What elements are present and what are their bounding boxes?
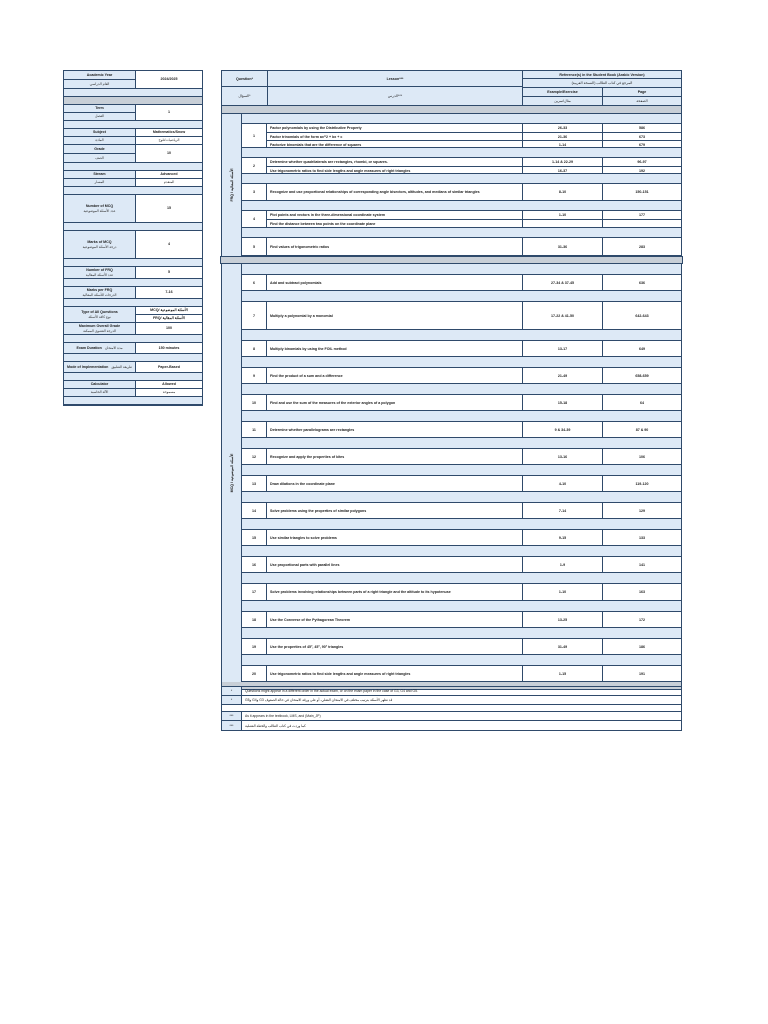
example-ref: 31-49 bbox=[523, 639, 603, 654]
example-ref: 1-10 bbox=[523, 211, 603, 219]
question-row bbox=[242, 476, 681, 492]
example-ref: 1-15 bbox=[523, 666, 603, 681]
example-ref bbox=[523, 220, 603, 227]
question-row bbox=[242, 341, 681, 357]
section-sidebar bbox=[222, 264, 242, 682]
example-ref: 31-36 bbox=[523, 238, 603, 255]
lesson-line bbox=[267, 238, 681, 255]
reference-header-ar: المرجع في كتاب الطالب (النسخة العربية) bbox=[523, 79, 681, 88]
calculator-label-ar: الآلة الحاسبة bbox=[90, 390, 109, 395]
page-ref: 642-643 bbox=[635, 313, 649, 318]
spacer bbox=[64, 299, 202, 307]
band bbox=[221, 106, 682, 114]
page-ref: 163 bbox=[639, 590, 645, 594]
row-spacer bbox=[242, 655, 681, 666]
question-row bbox=[242, 639, 681, 655]
lesson-line bbox=[267, 184, 681, 200]
table-header bbox=[221, 70, 682, 106]
example-header-ar: مثال/تمرين bbox=[523, 97, 603, 105]
subject-value: Mathematics/Snow bbox=[152, 130, 186, 135]
question-row bbox=[242, 238, 681, 256]
spacer bbox=[64, 163, 202, 171]
grade-label-ar: الصف bbox=[95, 155, 104, 160]
lesson-line bbox=[267, 166, 681, 174]
band bbox=[220, 256, 683, 264]
section-label: MCQ / الأسئلة الموضوعية bbox=[229, 453, 234, 493]
note-mark: *** bbox=[222, 712, 242, 720]
subject-label-ar: المادة bbox=[95, 138, 104, 143]
lesson-line bbox=[267, 530, 681, 545]
row-spacer bbox=[242, 465, 681, 476]
example-ref: 1-14 bbox=[523, 141, 603, 148]
question-row bbox=[242, 449, 681, 465]
row-spacer bbox=[242, 114, 681, 124]
question-number: 17 bbox=[242, 584, 267, 600]
question-row bbox=[242, 666, 681, 682]
grade-value: 10 bbox=[167, 151, 171, 156]
note-text-en: As it appears in the textbook, LMS, and (Main_JP) bbox=[245, 714, 321, 718]
lesson-text: Use proportional parts with parallel lines bbox=[267, 557, 523, 572]
spacer bbox=[64, 335, 202, 343]
note-mark: * bbox=[222, 687, 242, 695]
question-row bbox=[242, 584, 681, 601]
marks-mcq-value: 4 bbox=[168, 242, 170, 247]
academic-year-label-ar: العام الدراسي bbox=[89, 81, 110, 86]
num-frq-value: 5 bbox=[168, 270, 170, 275]
max-grade-label-ar: الدرجة القصوى الممكنة bbox=[83, 328, 116, 333]
lesson-text: Add and subtract polynomials bbox=[267, 275, 523, 290]
question-number: 11 bbox=[242, 422, 267, 437]
example-ref: 8-10 bbox=[523, 184, 603, 200]
calculator-value: Allowed bbox=[162, 382, 176, 387]
marks-frq-label: Marks per FRQ bbox=[86, 288, 113, 293]
page-ref: 673 bbox=[639, 134, 645, 139]
row-spacer bbox=[242, 573, 681, 584]
row-spacer bbox=[242, 628, 681, 639]
lesson-line bbox=[267, 275, 681, 290]
example-ref: 4-10 bbox=[523, 476, 603, 491]
lesson-text: Use the Converse of the Pythagorean Theorem bbox=[267, 612, 523, 627]
exam-duration-label-ar: مدة الامتحان bbox=[104, 345, 123, 350]
section-sidebar bbox=[222, 114, 242, 256]
question-header: Question* bbox=[222, 71, 267, 87]
sections bbox=[221, 114, 682, 682]
info-row-term bbox=[64, 105, 202, 121]
mode-label: Mode of Implementation bbox=[67, 364, 109, 369]
lesson-line bbox=[267, 557, 681, 572]
page-ref: 186 bbox=[639, 644, 645, 649]
row-spacer bbox=[242, 264, 681, 275]
spacer bbox=[64, 354, 202, 362]
row-spacer bbox=[242, 174, 681, 184]
lesson-line bbox=[267, 449, 681, 464]
note-text-ar: كما وردت في كتاب الطالب والخطة الفصلية bbox=[245, 723, 306, 728]
lesson-line bbox=[267, 666, 681, 681]
note-text-en: Questions might appear in a different order in the actual exam, or on the exam paper in the case of G3, G4 and G5. bbox=[245, 689, 418, 693]
page-ref: 106 bbox=[639, 454, 645, 459]
question-number: 2 bbox=[242, 158, 267, 173]
lesson-line bbox=[267, 612, 681, 627]
note-row bbox=[222, 712, 681, 721]
question-number: 18 bbox=[242, 612, 267, 627]
info-row-grade bbox=[64, 145, 202, 163]
lesson-line bbox=[267, 302, 681, 329]
question-number: 4 bbox=[242, 211, 267, 227]
max-grade-label: Maximum Overall Grade bbox=[78, 324, 121, 329]
question-row bbox=[242, 530, 681, 546]
num-mcq-label: Number of MCQ bbox=[85, 204, 114, 209]
row-spacer bbox=[242, 291, 681, 302]
lesson-text: Use trigonometric ratios to find side lengths and angle measures of right triangles bbox=[267, 167, 523, 174]
question-number: 5 bbox=[242, 238, 267, 255]
lesson-header: Lesson*** bbox=[268, 71, 522, 87]
page-ref: 129 bbox=[639, 508, 645, 513]
row-spacer bbox=[242, 519, 681, 530]
spacer bbox=[64, 373, 202, 381]
num-mcq-label-ar: عدد الأسئلة الموضوعية bbox=[83, 208, 116, 213]
question-section bbox=[221, 114, 682, 256]
question-row bbox=[242, 557, 681, 573]
grade-label: Grade bbox=[94, 146, 105, 151]
mode-value: Paper-Based bbox=[158, 364, 180, 369]
academic-year-value: 2024/2025 bbox=[160, 77, 178, 82]
note-mark: *** bbox=[222, 721, 242, 730]
exam-info-table bbox=[63, 70, 203, 406]
example-ref: 27-34 & 37-45 bbox=[523, 275, 603, 290]
type-questions-value-mcq: MCQ/ الأسئلة الموضوعية bbox=[150, 308, 188, 313]
page-ref: 636 bbox=[639, 280, 645, 285]
info-row-marks-mcq bbox=[64, 231, 202, 259]
lesson-line bbox=[267, 368, 681, 383]
lesson-line bbox=[267, 422, 681, 437]
info-row-mode bbox=[64, 362, 202, 373]
question-row bbox=[242, 395, 681, 411]
example-ref: 13-17 bbox=[523, 341, 603, 356]
page-ref: 133 bbox=[639, 535, 645, 540]
example-ref: 21-49 bbox=[523, 368, 603, 383]
notes-table bbox=[221, 686, 682, 731]
row-spacer bbox=[242, 492, 681, 503]
lesson-text: Use the properties of 45°, 45°, 90° triangles bbox=[267, 639, 523, 654]
question-number: 9 bbox=[242, 368, 267, 383]
info-row-num-frq bbox=[64, 267, 202, 279]
question-number: 19 bbox=[242, 639, 267, 654]
spacer bbox=[64, 121, 202, 129]
question-number: 13 bbox=[242, 476, 267, 491]
question-number: 8 bbox=[242, 341, 267, 356]
marks-mcq-label: Marks of MCQ bbox=[87, 240, 112, 245]
mode-label-ar: طريقة التطبيق bbox=[111, 364, 132, 369]
question-row bbox=[242, 124, 681, 148]
question-number: 20 bbox=[242, 666, 267, 681]
row-spacer bbox=[242, 438, 681, 449]
example-ref: 1-10 bbox=[523, 584, 603, 600]
lesson-text: Determine whether quadrilaterals are rectangles, rhombi, or squares. bbox=[267, 158, 523, 166]
spacer bbox=[64, 97, 202, 105]
page-ref: 658-659 bbox=[635, 373, 649, 378]
page-ref: 649 bbox=[639, 346, 645, 351]
question-row bbox=[242, 422, 681, 438]
marks-frq-label-ar: الدرجات للأسئلة المقالية bbox=[82, 292, 117, 297]
page-ref: 64 bbox=[640, 400, 644, 405]
question-row bbox=[242, 503, 681, 519]
lesson-text: Plot points and vectors in the three-dimensional coordinate system bbox=[267, 211, 523, 219]
lesson-text: Use similar triangles to solve problems bbox=[267, 530, 523, 545]
stream-value-ar: المتقدم bbox=[163, 180, 175, 185]
question-row bbox=[242, 211, 681, 228]
example-ref: 13-25 bbox=[523, 612, 603, 627]
lesson-text: Multiply a polynomial by a monomial bbox=[267, 302, 523, 329]
example-ref: 1-9 bbox=[523, 557, 603, 572]
question-number: 7 bbox=[242, 302, 267, 329]
subject-label: Subject bbox=[93, 130, 106, 135]
info-row-calculator bbox=[64, 381, 202, 397]
lesson-text: Recognize and apply the properties of kites bbox=[267, 449, 523, 464]
info-row-type-questions bbox=[64, 307, 202, 323]
marks-frq-value: 7-16 bbox=[165, 290, 173, 295]
row-spacer bbox=[242, 201, 681, 211]
page-ref: 119-120 bbox=[635, 481, 649, 486]
reference-header: Reference(s) in the Student Book (Arabic Version) bbox=[523, 71, 681, 79]
lesson-line bbox=[267, 639, 681, 654]
calculator-label: Calculator bbox=[90, 382, 109, 387]
term-label: Term bbox=[95, 106, 104, 111]
lesson-text: Solve problems using the properties of similar polygons bbox=[267, 503, 523, 518]
example-ref: 17-22 & 41-50 bbox=[523, 302, 603, 329]
info-row-max-grade bbox=[64, 323, 202, 335]
num-frq-label-ar: عدد الأسئلة المقالية bbox=[85, 272, 114, 277]
note-mark: * bbox=[222, 696, 242, 704]
question-number: 12 bbox=[242, 449, 267, 464]
row-spacer bbox=[242, 330, 681, 341]
page-ref: 87 & 90 bbox=[635, 427, 649, 432]
lesson-line bbox=[267, 219, 681, 227]
exam-structure-table bbox=[221, 70, 682, 690]
page-header-ar: الصفحة bbox=[636, 99, 648, 103]
lesson-text: Solve problems involving relationships between parts of a right triangle and the altitude to its hypotenuse bbox=[267, 584, 523, 600]
info-row-subject bbox=[64, 129, 202, 145]
question-number: 1 bbox=[242, 124, 267, 147]
question-number: 14 bbox=[242, 503, 267, 518]
spacer bbox=[64, 279, 202, 287]
row-spacer bbox=[242, 357, 681, 368]
num-frq-label: Number of FRQ bbox=[86, 268, 113, 273]
page-ref bbox=[603, 220, 681, 227]
page-ref: 141 bbox=[639, 562, 645, 567]
academic-year-label: Academic Year bbox=[86, 72, 113, 77]
example-ref: 9 & 34-39 bbox=[523, 422, 603, 437]
type-questions-label-ar: نوع كافة الأسئلة bbox=[88, 314, 111, 319]
info-row-num-mcq bbox=[64, 195, 202, 223]
question-section bbox=[221, 264, 682, 682]
lesson-line bbox=[267, 132, 681, 140]
question-row bbox=[242, 275, 681, 291]
lesson-text: Factorize binomials that are the difference of squares bbox=[267, 141, 523, 148]
question-row bbox=[242, 612, 681, 628]
lesson-text: Draw dilations in the coordinate plane bbox=[267, 476, 523, 491]
row-spacer bbox=[242, 546, 681, 557]
lesson-line bbox=[267, 140, 681, 148]
lesson-line bbox=[267, 158, 681, 166]
example-ref: 16-37 bbox=[523, 167, 603, 174]
exam-duration-value: 150 minutes bbox=[158, 345, 180, 350]
example-ref: 15-18 bbox=[523, 395, 603, 410]
spacer bbox=[64, 397, 202, 405]
lesson-text: Factor polynomials by using the Distributive Property bbox=[267, 124, 523, 132]
info-row-stream bbox=[64, 171, 202, 187]
question-row bbox=[242, 302, 681, 330]
spacer bbox=[64, 187, 202, 195]
lesson-line bbox=[267, 341, 681, 356]
row-spacer bbox=[242, 601, 681, 612]
page-header: Page bbox=[637, 90, 647, 94]
question-row bbox=[242, 184, 681, 201]
lesson-text: Recognize and use proportional relationships of corresponding angle bisectors, altitudes, and medians of similar triangles bbox=[267, 184, 523, 200]
page-ref: 172 bbox=[639, 617, 645, 622]
stream-label: Stream bbox=[93, 172, 106, 177]
subject-value-ar: الرياضيات/ثلوج bbox=[158, 138, 180, 143]
note-row bbox=[222, 696, 681, 705]
lesson-text: Multiply binomials by using the FOIL method bbox=[267, 341, 523, 356]
example-ref: 9-15 bbox=[523, 530, 603, 545]
page-ref: 96-97 bbox=[637, 160, 647, 164]
lesson-line bbox=[267, 124, 681, 132]
lesson-text: Find and use the sum of the measures of the exterior angles of a polygon bbox=[267, 395, 523, 410]
example-ref: 21-36 bbox=[523, 133, 603, 140]
lesson-line bbox=[267, 395, 681, 410]
spacer bbox=[222, 705, 681, 712]
lesson-line bbox=[267, 584, 681, 600]
num-mcq-value: 15 bbox=[167, 206, 171, 211]
spacer bbox=[64, 89, 202, 97]
lesson-line bbox=[267, 503, 681, 518]
question-row bbox=[242, 368, 681, 384]
page-ref: 586 bbox=[639, 126, 645, 130]
example-ref: 26-33 bbox=[523, 124, 603, 132]
row-spacer bbox=[242, 384, 681, 395]
question-number: 6 bbox=[242, 275, 267, 290]
lesson-text: Factor trinomials of the form ax^2 + bx + c bbox=[267, 133, 523, 140]
spacer bbox=[64, 259, 202, 267]
row-spacer bbox=[242, 411, 681, 422]
calculator-value-ar: مسموحة bbox=[162, 390, 176, 395]
note-text-ar: قد تظهر الأسئلة بترتيب مختلف في الامتحان الفعلي، أو على ورقة الامتحان في حالة الصفوف G3 وG4 وG5 bbox=[245, 698, 393, 702]
spacer bbox=[64, 223, 202, 231]
example-ref: 7-14 bbox=[523, 503, 603, 518]
row-spacer bbox=[242, 228, 681, 238]
row-spacer bbox=[242, 148, 681, 158]
page-ref: 679 bbox=[639, 142, 645, 147]
term-value: 1 bbox=[168, 110, 170, 115]
lesson-text: Determine whether parallelograms are rectangles bbox=[267, 422, 523, 437]
lesson-text: Use trigonometric ratios to find side lengths and angle measures of right triangles bbox=[267, 666, 523, 681]
question-number: 15 bbox=[242, 530, 267, 545]
example-header: Example/Exercise bbox=[523, 88, 603, 96]
marks-mcq-label-ar: درجة الأسئلة الموضوعية bbox=[82, 244, 117, 249]
lesson-line bbox=[267, 211, 681, 219]
lesson-text: Find the product of a sum and a difference bbox=[267, 368, 523, 383]
term-label-ar: الفصل bbox=[94, 114, 105, 119]
info-row-marks-frq bbox=[64, 287, 202, 299]
info-row-academic-year bbox=[64, 71, 202, 89]
question-number: 16 bbox=[242, 557, 267, 572]
lesson-text: Find values of trigonometric ratios bbox=[267, 238, 523, 255]
page-ref: 191 bbox=[639, 671, 645, 676]
page-ref: 150-151 bbox=[635, 190, 649, 194]
question-header-ar: السؤال* bbox=[238, 94, 251, 98]
exam-duration-label: Exam Duration bbox=[76, 345, 102, 350]
page-ref: 192 bbox=[639, 168, 645, 173]
question-row bbox=[242, 158, 681, 174]
question-number: 3 bbox=[242, 184, 267, 200]
section-label: FRQ / الأسئلة المقالية bbox=[229, 168, 234, 202]
page-ref: 283 bbox=[639, 244, 645, 249]
example-ref: 1-14 & 22-29 bbox=[523, 158, 603, 166]
example-ref: 13-16 bbox=[523, 449, 603, 464]
note-row bbox=[222, 687, 681, 696]
lesson-line bbox=[267, 476, 681, 491]
lesson-text: Find the distance between two points on the coordinate plane bbox=[267, 220, 523, 227]
stream-label-ar: المسار bbox=[94, 180, 105, 185]
lesson-header-ar: الدرس*** bbox=[387, 94, 403, 98]
type-questions-value-frq: FRQ/ الأسئلة المقالية bbox=[152, 316, 186, 321]
stream-value: Advanced bbox=[160, 172, 178, 177]
note-row bbox=[222, 721, 681, 730]
info-row-exam-duration bbox=[64, 343, 202, 354]
max-grade-value: 100 bbox=[166, 326, 172, 331]
page-ref: 177 bbox=[639, 213, 645, 217]
question-number: 10 bbox=[242, 395, 267, 410]
type-questions-label: Type of All Questions bbox=[81, 310, 118, 315]
